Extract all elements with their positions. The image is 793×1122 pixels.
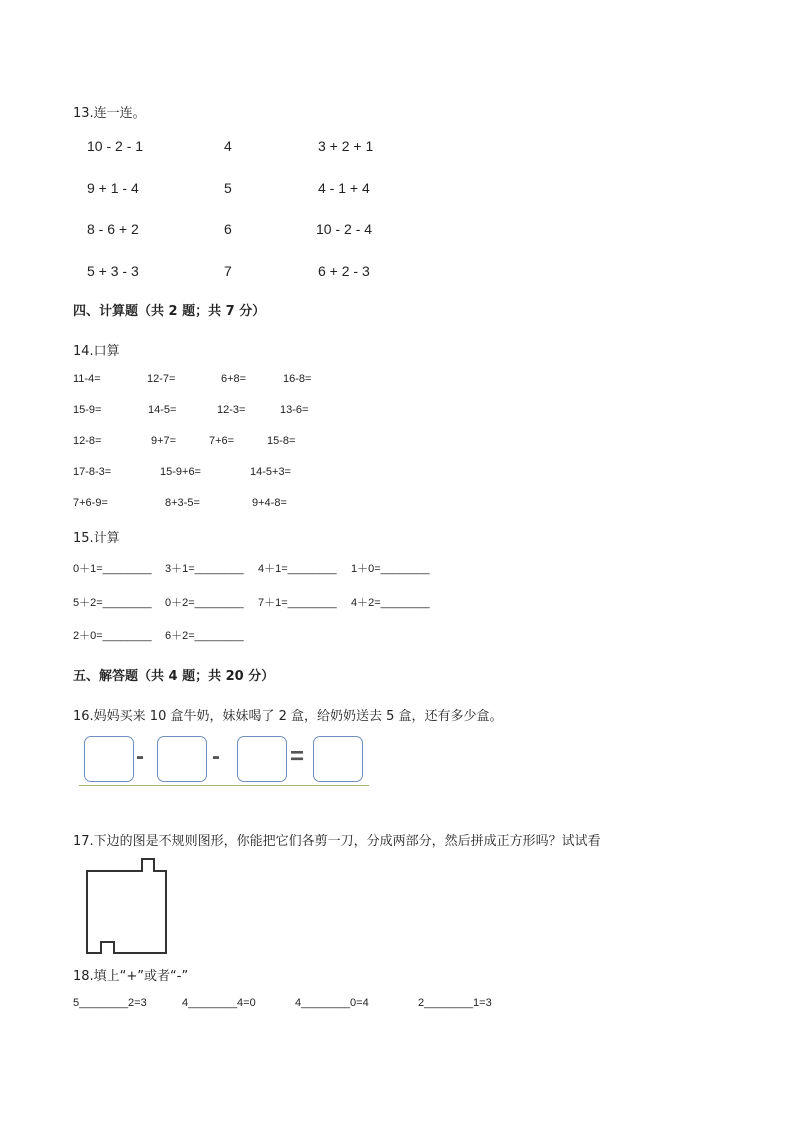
q13-left-expr: 10 - 2 - 1 xyxy=(87,138,144,154)
q14-title: 14.口算 xyxy=(73,344,120,359)
equals-operator: = xyxy=(290,743,305,770)
fill-blank-item[interactable]: 3＋1=________ xyxy=(165,563,244,575)
mental-math-item: 15-8= xyxy=(267,435,296,447)
answer-box-2[interactable] xyxy=(157,736,207,782)
q13-right-expr: 10 - 2 - 4 xyxy=(316,221,373,237)
section-4-heading: 四、计算题（共 2 题；共 7 分） xyxy=(73,304,266,319)
minus-operator: - xyxy=(212,743,220,770)
fill-blank-item[interactable]: 1＋0=________ xyxy=(351,563,430,575)
mental-math-item: 15-9+6= xyxy=(160,466,201,478)
mental-math-item: 12-3= xyxy=(217,404,246,416)
fill-blank-item[interactable]: 7＋1=________ xyxy=(258,597,337,609)
q13-left-expr: 9 + 1 - 4 xyxy=(87,180,139,196)
answer-box-result[interactable] xyxy=(313,736,363,782)
mental-math-item: 9+7= xyxy=(151,435,177,447)
fill-blank-item[interactable]: 4＋1=________ xyxy=(258,563,337,575)
operator-blank-item[interactable]: 4________0=4 xyxy=(295,997,369,1009)
fill-blank-item[interactable]: 0＋1=________ xyxy=(73,563,152,575)
mental-math-item: 14-5= xyxy=(148,404,177,416)
q13-right-expr: 6 + 2 - 3 xyxy=(318,263,370,279)
operator-blank-item[interactable]: 2________1=3 xyxy=(418,997,492,1009)
mental-math-item: 15-9= xyxy=(73,404,102,416)
q13-right-expr: 4 - 1 + 4 xyxy=(318,180,370,196)
operator-blank-item[interactable]: 4________4=0 xyxy=(182,997,256,1009)
minus-operator: - xyxy=(136,743,144,770)
q13-middle-number: 4 xyxy=(224,138,232,154)
q15-title: 15.计算 xyxy=(73,531,120,546)
q13-right-expr: 3 + 2 + 1 xyxy=(318,138,374,154)
q13-title: 13.连一连。 xyxy=(73,106,146,121)
q13-left-expr: 8 - 6 + 2 xyxy=(87,221,139,237)
mental-math-item: 7+6-9= xyxy=(73,497,108,509)
section-5-heading: 五、解答题（共 4 题；共 20 分） xyxy=(73,669,275,684)
mental-math-item: 6+8= xyxy=(221,373,247,385)
q13-middle-number: 6 xyxy=(224,221,232,237)
answer-box-1[interactable] xyxy=(84,736,134,782)
q13-middle-number: 7 xyxy=(224,263,232,279)
answer-underline xyxy=(79,785,369,786)
fill-blank-item[interactable]: 6＋2=________ xyxy=(165,630,244,642)
fill-blank-item[interactable]: 0＋2=________ xyxy=(165,597,244,609)
q18-title: 18.填上“+”或者“-” xyxy=(73,969,189,984)
q13-left-expr: 5 + 3 - 3 xyxy=(87,263,139,279)
operator-blank-item[interactable]: 5________2=3 xyxy=(73,997,147,1009)
mental-math-item: 12-7= xyxy=(147,373,176,385)
irregular-shape-figure xyxy=(82,856,172,956)
fill-blank-item[interactable]: 4＋2=________ xyxy=(351,597,430,609)
fill-blank-item[interactable]: 2＋0=________ xyxy=(73,630,152,642)
answer-box-3[interactable] xyxy=(237,736,287,782)
mental-math-item: 7+6= xyxy=(209,435,235,447)
fill-blank-item[interactable]: 5＋2=________ xyxy=(73,597,152,609)
mental-math-item: 17-8-3= xyxy=(73,466,112,478)
mental-math-item: 16-8= xyxy=(283,373,312,385)
mental-math-item: 11-4= xyxy=(73,373,101,385)
mental-math-item: 8+3-5= xyxy=(165,497,200,509)
mental-math-item: 12-8= xyxy=(73,435,102,447)
q13-middle-number: 5 xyxy=(224,180,232,196)
q17-title: 17.下边的图是不规则图形，你能把它们各剪一刀，分成两部分，然后拼成正方形吗？试试看 xyxy=(73,834,601,849)
q16-title: 16.妈妈买来 10 盒牛奶，妹妹喝了 2 盒，给奶奶送去 5 盒，还有多少盒。 xyxy=(73,709,503,724)
mental-math-item: 13-6= xyxy=(280,404,309,416)
mental-math-item: 14-5+3= xyxy=(250,466,291,478)
mental-math-item: 9+4-8= xyxy=(252,497,287,509)
